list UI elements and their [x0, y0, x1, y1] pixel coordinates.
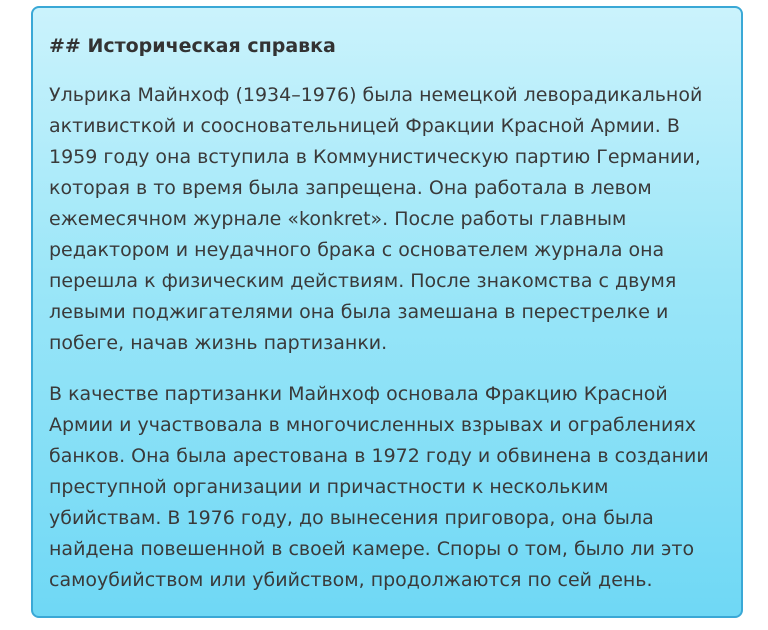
info-card	[31, 6, 743, 618]
card-heading: ## Историческая справка	[49, 35, 336, 57]
paragraph-1: Ульрика Майнхоф (1934–1976) была немецкой леворадикальной активисткой и соосновательницей Фракции Красной Армии. В 1959 году она вступила в Коммунистическую партию Германии, которая в то время была запрещена. Она работала в левом ежемесячном журнале «konkret». После работы главным редактором и неудачного брака с основателем журнала она перешла к физическим действиям. После знакомства с двумя левыми поджигателями она была замешана в перестрелке и побеге, начав жизнь партизанки.	[49, 84, 703, 354]
paragraph-2: В качестве партизанки Майнхоф основала Фракцию Красной Армии и участвовала в многочисленных взрывах и ограблениях банков. Она была арестована в 1972 году и обвинена в создании преступной организации и причастности к нескольким убийствам. В 1976 году, до вынесения приговора, она была найдена повешенной в своей камере. Споры о том, было ли это самоубийством или убийством, продолжаются по сей день.	[49, 383, 709, 591]
